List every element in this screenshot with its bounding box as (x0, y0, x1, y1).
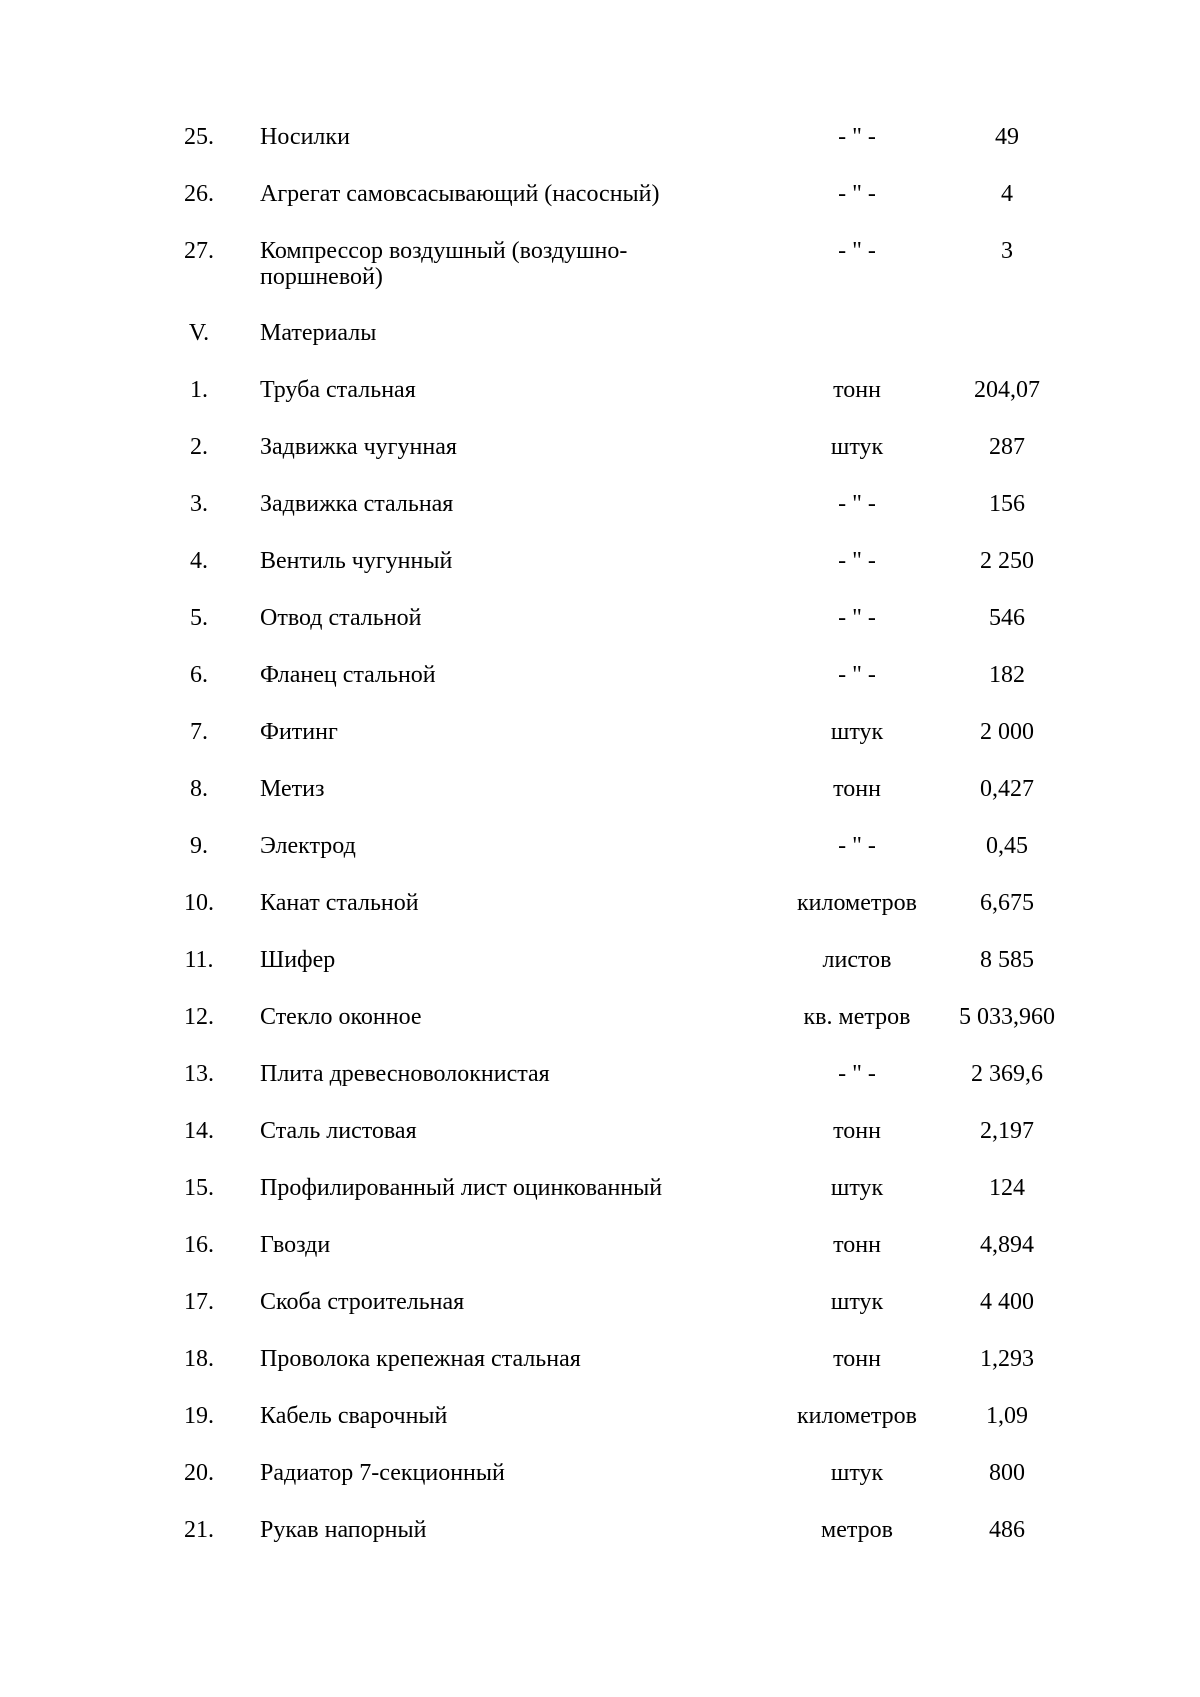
row-number: 14. (184, 1118, 214, 1144)
row-number: 21. (184, 1517, 214, 1543)
item-name: Агрегат самовсасывающий (насосный) (260, 181, 660, 207)
item-name: Фланец стальной (260, 662, 436, 688)
item-unit: - " - (838, 605, 876, 631)
item-quantity: 2,197 (980, 1118, 1034, 1144)
item-name: Плита древесноволокнистая (260, 1061, 550, 1087)
item-quantity: 2 000 (980, 719, 1034, 745)
item-name: Профилированный лист оцинкованный (260, 1175, 663, 1201)
item-unit: - " - (838, 833, 876, 859)
item-name: Компрессор воздушный (воздушно-поршневой) (260, 238, 628, 290)
item-unit: - " - (838, 181, 876, 207)
item-quantity: 182 (989, 662, 1025, 688)
row-number: 1. (190, 377, 208, 403)
section-title: Материалы (260, 320, 377, 346)
item-unit: тонн (833, 1346, 881, 1372)
item-quantity: 2 369,6 (971, 1061, 1043, 1087)
item-quantity: 156 (989, 491, 1025, 517)
row-number: 8. (190, 776, 208, 802)
item-unit: штук (830, 434, 884, 460)
row-number: 13. (184, 1061, 214, 1087)
item-quantity: 0,427 (980, 776, 1034, 802)
item-name: Метиз (260, 776, 325, 802)
item-unit: километров (797, 1403, 917, 1429)
row-number: 11. (184, 947, 214, 973)
item-unit: - " - (838, 124, 876, 150)
item-name: Фитинг (260, 719, 338, 745)
item-quantity: 49 (995, 124, 1019, 150)
item-name: Задвижка стальная (260, 491, 454, 517)
item-name: Стекло оконное (260, 1004, 422, 1030)
item-quantity: 204,07 (974, 377, 1040, 403)
row-number: 25. (184, 124, 214, 150)
item-name: Канат стальной (260, 890, 419, 916)
item-quantity: 6,675 (980, 890, 1034, 916)
item-unit: - " - (838, 238, 876, 264)
item-quantity: 5 033,960 (959, 1004, 1055, 1030)
row-number: 19. (184, 1403, 214, 1429)
item-quantity: 4,894 (980, 1232, 1034, 1258)
item-quantity: 8 585 (980, 947, 1034, 973)
item-unit: - " - (838, 548, 876, 574)
row-number: 16. (184, 1232, 214, 1258)
item-name: Вентиль чугунный (260, 548, 453, 574)
item-unit: километров (797, 890, 917, 916)
item-unit: тонн (833, 377, 881, 403)
item-name: Шифер (260, 947, 336, 973)
item-name: Скоба строительная (260, 1289, 465, 1315)
row-number: 15. (184, 1175, 214, 1201)
item-name: Задвижка чугунная (260, 434, 457, 460)
item-name: Труба стальная (260, 377, 416, 403)
item-unit: - " - (838, 662, 876, 688)
item-quantity: 800 (989, 1460, 1025, 1486)
item-quantity: 1,293 (980, 1346, 1034, 1372)
item-quantity: 546 (989, 605, 1025, 631)
item-unit: - " - (838, 491, 876, 517)
item-unit: листов (822, 947, 892, 973)
row-number: 5. (190, 605, 208, 631)
item-unit: метров (821, 1517, 893, 1543)
item-name: Электрод (260, 833, 356, 859)
row-number: 6. (190, 662, 208, 688)
item-unit: штук (830, 1289, 884, 1315)
item-name: Кабель сварочный (260, 1403, 448, 1429)
item-name: Проволока крепежная стальная (260, 1346, 581, 1372)
row-number: 4. (190, 548, 208, 574)
item-quantity: 4 (1001, 181, 1013, 207)
row-number: 12. (184, 1004, 214, 1030)
item-quantity: 3 (1001, 238, 1013, 264)
item-name: Гвозди (260, 1232, 331, 1258)
row-number: 9. (190, 833, 208, 859)
item-unit: тонн (833, 776, 881, 802)
row-number: 27. (184, 238, 214, 264)
item-name: Носилки (260, 124, 350, 150)
row-number: 18. (184, 1346, 214, 1372)
item-unit: тонн (833, 1118, 881, 1144)
item-unit: тонн (833, 1232, 881, 1258)
item-unit: штук (830, 1175, 884, 1201)
row-number: 3. (190, 491, 208, 517)
item-unit: штук (830, 719, 884, 745)
row-number: 17. (184, 1289, 214, 1315)
item-quantity: 486 (989, 1517, 1025, 1543)
item-unit: - " - (838, 1061, 876, 1087)
item-name: Рукав напорный (260, 1517, 427, 1543)
item-quantity: 4 400 (980, 1289, 1034, 1315)
item-name: Сталь листовая (260, 1118, 417, 1144)
item-quantity: 287 (989, 434, 1025, 460)
row-number: 20. (184, 1460, 214, 1486)
item-quantity: 0,45 (986, 833, 1028, 859)
item-unit: кв. метров (803, 1004, 911, 1030)
item-quantity: 124 (989, 1175, 1025, 1201)
item-quantity: 2 250 (980, 548, 1034, 574)
row-number: 26. (184, 181, 214, 207)
section-number: V. (188, 320, 210, 346)
item-name: Радиатор 7-секционный (260, 1460, 505, 1486)
item-name: Отвод стальной (260, 605, 422, 631)
item-quantity: 1,09 (986, 1403, 1028, 1429)
item-unit: штук (830, 1460, 884, 1486)
row-number: 10. (184, 890, 214, 916)
row-number: 2. (190, 434, 208, 460)
row-number: 7. (190, 719, 208, 745)
